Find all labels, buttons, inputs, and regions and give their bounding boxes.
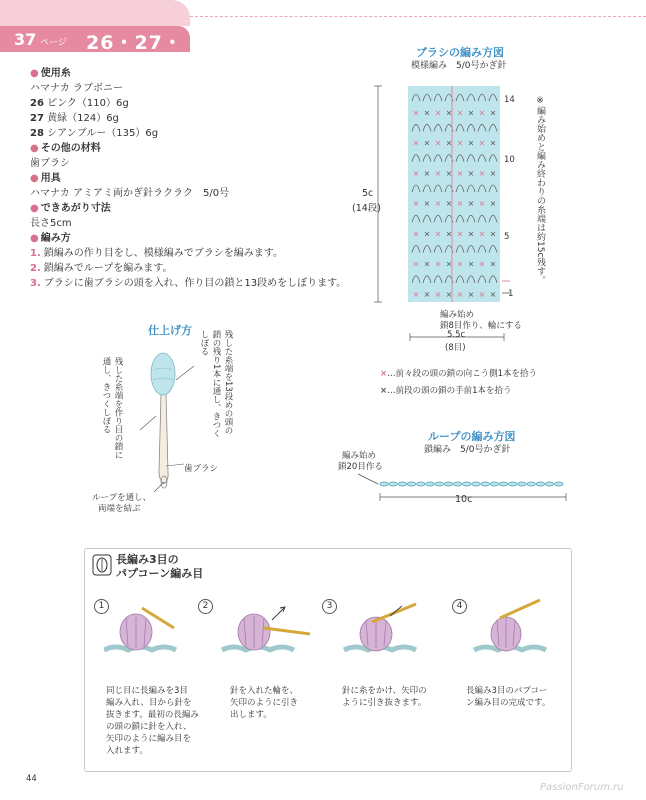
- loop-start-1: 編み始め: [342, 451, 377, 461]
- chart-cross-stitch: ×: [489, 138, 497, 148]
- chart-cross-stitch: ×: [456, 199, 464, 209]
- chart-cross-stitch: ×: [445, 290, 453, 299]
- brush-chart-bg: [408, 86, 500, 302]
- chain-stitch: [481, 482, 489, 486]
- popcorn-step-caption: 同じ目に長編みを3目 編み入れ、目から針を 抜きます。最初の長編み の頭の鎖に針を入れ、 矢印のように編み目を 入れます。: [106, 686, 199, 756]
- chart-cross-stitch: ×: [456, 229, 464, 239]
- chain-stitch: [490, 482, 498, 486]
- chart-cross-stitch: ×: [445, 108, 453, 118]
- chart-cross-stitch: ×: [478, 108, 486, 118]
- chart-cross-stitch: ×: [489, 290, 497, 299]
- chart-cross-stitch: ×: [445, 138, 453, 148]
- loop-start-2: 鎖20目作る: [338, 462, 383, 472]
- chart-cross-stitch: ×: [423, 108, 431, 118]
- toothbrush-label: 歯ブラシ: [184, 464, 219, 474]
- yarn-item: 26 ピンク（110）6g: [30, 98, 129, 109]
- size-heading: ● できあがり寸法: [30, 201, 360, 216]
- row-label: 10: [504, 155, 515, 165]
- chain-stitch: [555, 482, 563, 486]
- chart-cross-stitch: ×: [478, 138, 486, 148]
- header-corner: [0, 0, 190, 26]
- chart-cross-stitch: ×: [412, 138, 420, 148]
- popcorn-step-caption: 長編み3目のパプコー ン編み目の完成です。: [466, 686, 551, 708]
- chain-stitch: [472, 482, 480, 486]
- page-number: 44: [26, 774, 37, 784]
- chain-stitch: [398, 482, 406, 486]
- chain-stitch: [444, 482, 452, 486]
- chart-cross-stitch: ×: [467, 229, 475, 239]
- loop-note-2: 両端を結ぶ: [98, 504, 141, 514]
- other-text: 歯ブラシ: [30, 158, 70, 169]
- chart-cross-stitch: ×: [489, 168, 497, 178]
- chart-cross-stitch: ×: [445, 168, 453, 178]
- finish-note-b: 残した糸端を作り目の鎖に通し、きつくしぼる: [101, 357, 123, 459]
- loop-chart-title: ループの編み方図: [428, 430, 516, 443]
- finish-title: 仕上げ方: [148, 324, 192, 337]
- chart-cross-stitch: ×: [412, 290, 420, 299]
- loop-length: 10c: [455, 494, 473, 505]
- chart-cross-stitch: ×: [434, 229, 442, 239]
- chain-stitch: [518, 482, 526, 486]
- chart-cross-stitch: ×: [478, 168, 486, 178]
- chart-cross-stitch: ×: [412, 259, 420, 269]
- other-heading: ● その他の材料: [30, 141, 360, 156]
- chart-cross-stitch: ×: [434, 168, 442, 178]
- chart-cross-stitch: ×: [478, 259, 486, 269]
- chart-cross-stitch: ×: [478, 229, 486, 239]
- side-note: ※編み始めと編み終わりの糸端は約15c残す。: [535, 96, 545, 285]
- yarn-brand: ハマナカ ラブボニー: [30, 83, 123, 94]
- chart-cross-stitch: ×: [412, 168, 420, 178]
- pattern-numbers: 26・27・28: [86, 32, 183, 77]
- yarn-heading: ● 使用糸: [30, 66, 360, 81]
- chart-cross-stitch: ×: [489, 229, 497, 239]
- loop-chart-subtitle: 鎖編み 5/0号かぎ針: [424, 445, 511, 455]
- legend-row-2: ×…前段の頭の鎖の手前1本を拾う: [380, 386, 512, 396]
- chart-cross-stitch: ×: [412, 108, 420, 118]
- tools-heading: ● 用具: [30, 171, 360, 186]
- chain-stitch: [426, 482, 434, 486]
- chart-cross-stitch: ×: [423, 138, 431, 148]
- row-label: 14: [504, 95, 515, 105]
- chart-cross-stitch: ×: [445, 199, 453, 209]
- popcorn-step-illustrations: [104, 598, 554, 670]
- chart-cross-stitch: ×: [489, 199, 497, 209]
- chart-cross-stitch: ×: [434, 259, 442, 269]
- chain-stitch: [527, 482, 535, 486]
- chart-cross-stitch: ×: [478, 199, 486, 209]
- finish-leader-lines: [130, 360, 200, 500]
- cross-gray-icon: ×: [380, 386, 388, 396]
- chart-cross-stitch: ×: [423, 199, 431, 209]
- tools-text: ハマナカ アミアミ両かぎ針ラクラク 5/0号: [30, 188, 230, 199]
- page-ref-number: 37: [14, 30, 37, 49]
- popcorn-title-2: パプコーン編み目: [116, 567, 204, 580]
- legend-row-1: ×…前々段の頭の鎖の向こう側1本を拾う: [380, 369, 538, 379]
- yarn-item: 28 シアンブルー（135）6g: [30, 128, 159, 139]
- step-number-badge: 4: [452, 599, 467, 614]
- chain-stitch: [545, 482, 553, 486]
- chart-cross-stitch: ×: [412, 229, 420, 239]
- chart-cross-stitch: ×: [467, 290, 475, 299]
- method-step: 1. 鎖編みの作り目をし、模様編みでブラシを編みます。: [30, 248, 283, 259]
- chart-cross-stitch: ×: [456, 138, 464, 148]
- method-heading: ● 編み方: [30, 231, 360, 246]
- cross-pink-icon: ×: [380, 369, 388, 379]
- step-number-badge: 2: [198, 599, 213, 614]
- chart-cross-stitch: ×: [467, 259, 475, 269]
- chart-cross-stitch: ×: [423, 290, 431, 299]
- chart-cross-stitch: ×: [434, 199, 442, 209]
- chain-stitch: [417, 482, 425, 486]
- chart-cross-stitch: ×: [467, 168, 475, 178]
- width-label: 5.5c: [447, 330, 466, 340]
- row-label: 1: [508, 289, 514, 299]
- chart-cross-stitch: ×: [423, 168, 431, 178]
- chart-cross-stitch: ×: [434, 138, 442, 148]
- chart-cross-stitch: ×: [489, 108, 497, 118]
- crochet-symbol-icon: [92, 554, 112, 576]
- chain-stitch: [407, 482, 415, 486]
- chain-stitch: [453, 482, 461, 486]
- chart-cross-stitch: ×: [434, 108, 442, 118]
- loop-note-1: ループを通し、: [92, 493, 152, 503]
- chain-stitches: [380, 482, 563, 486]
- chain-stitch: [435, 482, 443, 486]
- chart-cross-stitch: ×: [467, 199, 475, 209]
- method-step: 3. ブラシに歯ブラシの頭を入れ、作り目の鎖と13段めをしぼります。: [30, 278, 347, 289]
- popcorn-step-caption: 針を入れた輪を、 矢印のように引き 出します。: [230, 686, 299, 720]
- watermark: PassionForum.ru: [540, 782, 624, 793]
- step-number-badge: 1: [94, 599, 109, 614]
- chart-cross-stitch: ×: [456, 290, 464, 299]
- brush-chart-diagram: [370, 84, 520, 314]
- chart-cross-stitch: ×: [412, 199, 420, 209]
- method-step: 2. 鎖編みでループを編みます。: [30, 263, 173, 274]
- chain-stitch: [389, 482, 397, 486]
- chain-stitch: [509, 482, 517, 486]
- chart-cross-stitch: ×: [456, 168, 464, 178]
- row-label: 5: [504, 232, 510, 242]
- brush-chart-subtitle: 模様編み 5/0号かぎ針: [411, 61, 507, 71]
- chart-cross-stitch: ×: [423, 229, 431, 239]
- chart-cross-stitch: ×: [445, 229, 453, 239]
- chart-cross-stitch: ×: [478, 290, 486, 299]
- chart-cross-stitch: ×: [423, 259, 431, 269]
- finish-note-a: 残した糸端を13段めの頭の鎖の残り1本に通し、きつくしぼる: [199, 330, 233, 438]
- height-label: 5c: [362, 188, 374, 199]
- chain-stitch: [380, 482, 388, 486]
- page-ref-word: ページ: [40, 38, 67, 48]
- chart-cross-stitch: ×: [456, 108, 464, 118]
- start-note-1: 編み始め: [440, 310, 475, 320]
- height-rows: (14段): [352, 203, 382, 214]
- chain-stitch: [499, 482, 507, 486]
- brush-chart-title: ブラシの編み方図: [416, 46, 504, 59]
- width-sts: (8目): [445, 343, 466, 353]
- yarn-item: 27 黄緑（124）6g: [30, 113, 119, 124]
- chart-cross-stitch: ×: [467, 138, 475, 148]
- step-number-badge: 3: [322, 599, 337, 614]
- chart-cross-stitch: ×: [434, 290, 442, 299]
- chain-stitch: [536, 482, 544, 486]
- chart-cross-stitch: ×: [445, 259, 453, 269]
- chart-cross-stitch: ×: [467, 108, 475, 118]
- chart-cross-stitch: ×: [489, 259, 497, 269]
- popcorn-title-1: 長編み3目の: [116, 553, 179, 566]
- materials-section: [30, 66, 360, 291]
- chain-stitch: [463, 482, 471, 486]
- start-note-2: 鎖8目作り、輪にする: [440, 321, 522, 331]
- size-text: 長さ5cm: [30, 218, 72, 229]
- header-dashed-line: [190, 16, 646, 17]
- chart-cross-stitch: ×: [456, 259, 464, 269]
- popcorn-step-caption: 針に糸をかけ、矢印の ように引き抜きます。: [342, 686, 427, 708]
